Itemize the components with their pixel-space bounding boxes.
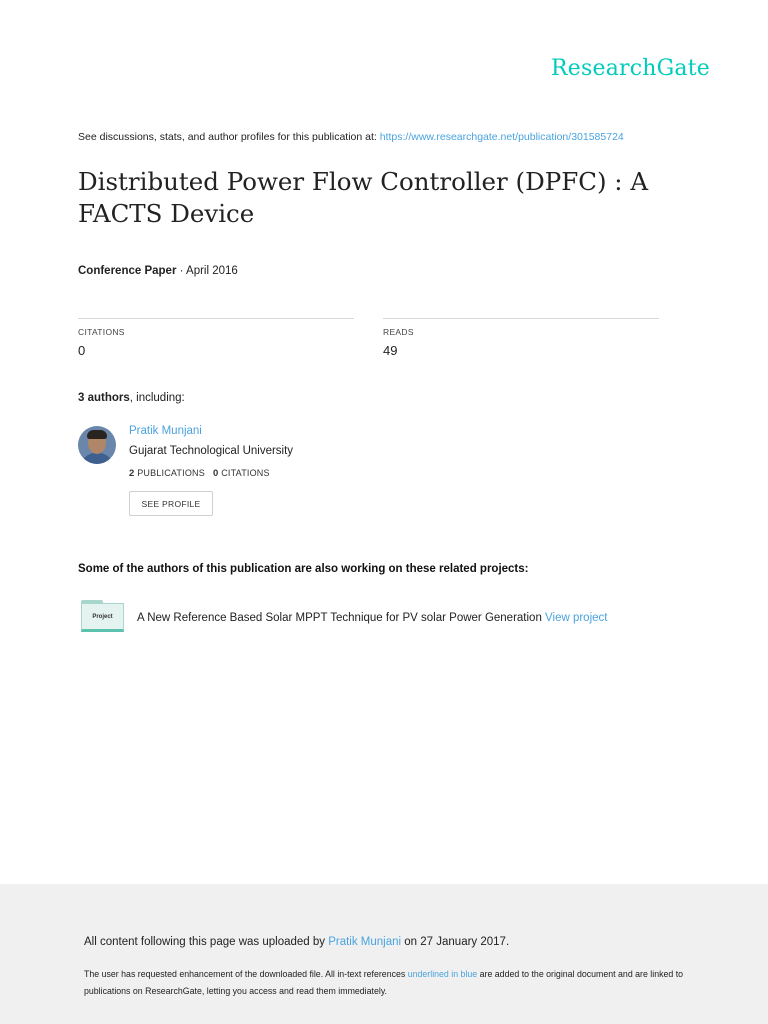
enhancement-note (84, 966, 694, 1000)
publication-url-link[interactable]: https://www.researchgate.net/publication/301585724 (379, 131, 624, 143)
author-citations-label: CITATIONS (221, 468, 270, 478)
meta-separator: · (176, 265, 187, 277)
discussion-notice (78, 131, 624, 143)
researchgate-logo[interactable]: ResearchGate (551, 56, 710, 81)
author-stats (129, 468, 270, 479)
project-item (137, 612, 607, 624)
publication-date: April 2016 (186, 265, 238, 277)
underlined-in-blue-link[interactable]: underlined in blue (407, 969, 478, 979)
reads-label: READS (383, 327, 414, 337)
author-institution: Gujarat Technological University (129, 445, 294, 457)
publication-type: Conference Paper (78, 265, 177, 277)
project-title: A New Reference Based Solar MPPT Technique for PV solar Power Generation (137, 612, 546, 624)
author-avatar[interactable] (78, 426, 116, 464)
view-project-link[interactable]: View project (545, 612, 608, 624)
author-name-link[interactable]: Pratik Munjani (129, 425, 202, 437)
avatar-shirt (81, 453, 113, 464)
discussion-text: See discussions, stats, and author profiles for this publication at: (78, 131, 380, 143)
authors-count: 3 authors (78, 392, 130, 404)
see-profile-button[interactable]: SEE PROFILE (129, 491, 213, 516)
author-citations-count: 0 (213, 468, 219, 479)
project-icon-label: Project (92, 613, 113, 620)
upload-notice (84, 936, 509, 948)
author-publications-label: PUBLICATIONS (137, 468, 205, 478)
publication-title: Distributed Power Flow Controller (DPFC) : A FACTS Device (78, 167, 649, 228)
footer (0, 884, 768, 1024)
citations-value: 0 (78, 343, 86, 358)
author-publications-count: 2 (129, 468, 135, 479)
note-suffix: are added to the original document and are linked to publications on ResearchGate, letting you access and read them immediately. (84, 969, 684, 996)
folder-body (81, 603, 124, 632)
authors-heading (78, 392, 185, 404)
reads-value: 49 (383, 343, 398, 358)
project-folder-icon[interactable] (81, 600, 124, 632)
uploader-link[interactable]: Pratik Munjani (328, 936, 402, 948)
upload-prefix: All content following this page was uploaded by (84, 936, 329, 948)
reads-stat (383, 318, 659, 358)
related-projects-heading: Some of the authors of this publication are also working on these related projects: (78, 563, 529, 575)
authors-including: , including: (129, 392, 185, 404)
upload-suffix: on 27 January 2017. (401, 936, 510, 948)
citations-stat (78, 318, 354, 358)
note-prefix: The user has requested enhancement of the downloaded file. All in-text references (84, 969, 408, 979)
avatar-hair (87, 430, 107, 439)
publication-meta (78, 265, 238, 277)
citations-label: CITATIONS (78, 327, 125, 337)
